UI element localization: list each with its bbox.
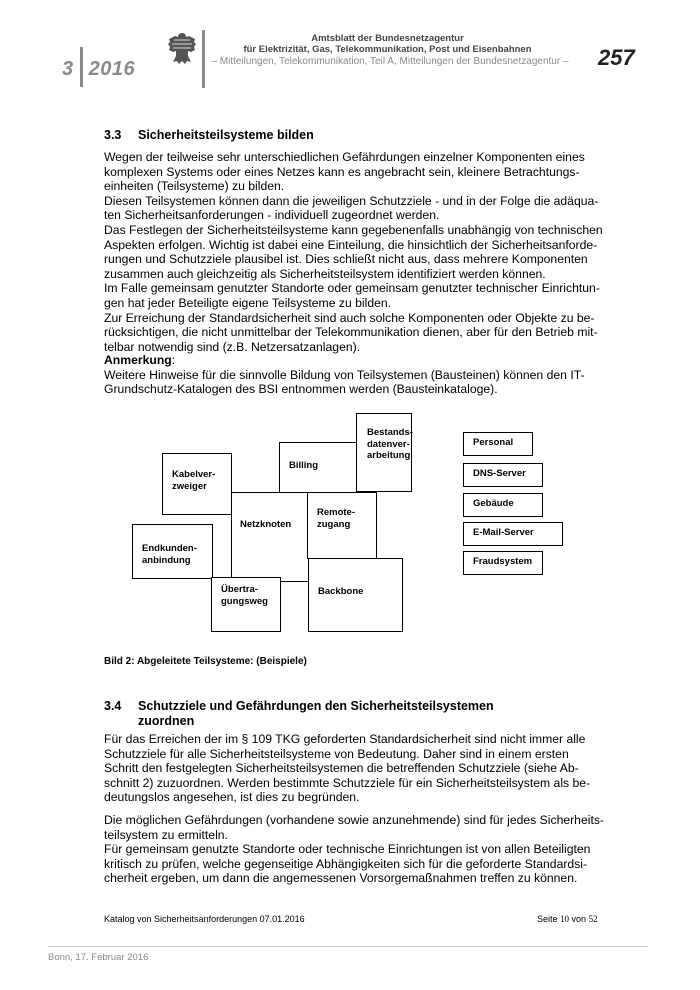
page-number: 257 [598,45,635,70]
box-endkundenanbindung: Endkunden- anbindung [132,524,213,579]
box-remotezugang: Remote- zugang [307,492,377,559]
federal-eagle-icon [166,30,198,66]
section-3-4-para-1: Für das Erreichen der im § 109 TKG geforderten Standardsicherheit sind nicht immer alle Schutzziele für alle Sicherheitsteilsysteme von Bedeutung. Daher sind in einem ersten Schritt den festgelegten Sicherheitsteilsystemen die betreffenden Schutzziele (siehe Ab- schnitt 2) zuzuordnen. Werden bestimmte Schutzziele für ein Sicherheitsteilsystem als be- deutungslos angesehen, ist dies zu begründen. [104,732,591,805]
figure-caption: Bild 2: Abgeleitete Teilsysteme: (Beispiele) [104,656,307,667]
legend-dns-server: DNS-Server [463,463,543,487]
legend-personal: Personal [463,432,533,456]
place-date: Bonn, 17. Februar 2016 [48,952,149,963]
gazette-subtitle: – Mitteilungen, Telekommunikation, Teil A, Mitteilungen der Bundesnetzagentur – [211,56,569,67]
issue-separator [80,47,83,87]
footer-catalog: Katalog von Sicherheitsanforderungen 07.01.2016 [104,914,305,924]
box-bestandsdatenverarbeitung: Bestands- datenver- arbeitung [356,413,412,492]
box-uebertragungsweg: Übertra- gungsweg [211,577,281,632]
section-3-4-heading: 3.4 Schutzziele und Gefährdungen den Sicherheitsteilsystemen zuordnen [104,699,494,728]
header-divider [202,30,205,88]
legend-gebaeude: Gebäude [463,493,543,517]
box-netzknoten: Netzknoten [231,492,311,582]
box-backbone: Backbone [308,558,403,632]
box-billing: Billing [279,442,357,494]
section-3-3-heading: 3.3 Sicherheitsteilsysteme bilden [104,128,314,142]
footer-rule [48,946,648,947]
remark-label: Anmerkung [104,353,172,367]
gazette-title: Amtsblatt der Bundesnetzagentur für Elektrizität, Gas, Telekommunikation, Post und Eisenbahnen [243,33,532,55]
legend-fraudsystem: Fraudsystem [463,551,543,575]
footer-page-info: Seite 10 von 52 [537,914,598,924]
remark-block: Anmerkung: Weitere Hinweise für die sinnvolle Bildung von Teilsystemen (Bausteinen) können den IT- Grundschutz-Katalogen des BSI entnommen werden (Bausteinkataloge). [104,353,585,397]
box-kabelverzweiger: Kabelver- zweiger [162,453,232,515]
legend-email-server: E-Mail-Server [463,522,563,546]
section-3-3-text: Wegen der teilweise sehr unterschiedlichen Gefährdungen einzelner Komponenten eines komplexen Systems oder eines Netzes kann es angebracht sein, kleinere Betrachtungs- einheiten (Teilsysteme) zu bilden. Diesen Teilsystemen können dann die jeweiligen Schutzziele - und in der Folge die adäqua- ten Sicherheitsanforderungen - individuell zugeordnet werden. Das Festlegen der Sicherheitsteilsysteme kann gegebenenfalls unabhängig von technischen Aspekten erfolgen. Wichtig ist dabei eine Einteilung, die hinsichtlich der Sicherheitsanforde- rungen und Schutzziele plausibel ist. Dies schließt nicht aus, dass mehrere Komponenten zusammen auch gleichzeitig als Sicherheitsteilsystem identifiziert werden können. Im Falle gemeinsam genutzter Standorte oder gemeinsam genutzter technischer Einrichtun- gen hat jeder Beteiligte eigene Teilsysteme zu bilden. Zur Erreichung der Standardsicherheit sind auch solche Komponenten oder Objekte zu be- rücksichtigen, die nicht unmittelbar der Telekommunikation dienen, aber für den Betrieb mit- telbar notwendig sind (z.B. Netzersatzanlagen). [104,150,603,354]
section-3-4-para-2: Die möglichen Gefährdungen (vorhandene sowie anzunehmende) sind für jedes Sicherheits- teilsystem zu ermitteln. Für gemeinsam genutzte Standorte oder technische Einrichtungen ist von allen Beteiligten kritisch zu prüfen, welche gegenseitige Abhängigkeiten sich für die geforderte Standardsi- cherheit ergeben, um dann die angemessenen Vorsorgemaßnahmen treffen zu können. [104,813,604,886]
issue-number: 3 2016 [62,47,135,87]
